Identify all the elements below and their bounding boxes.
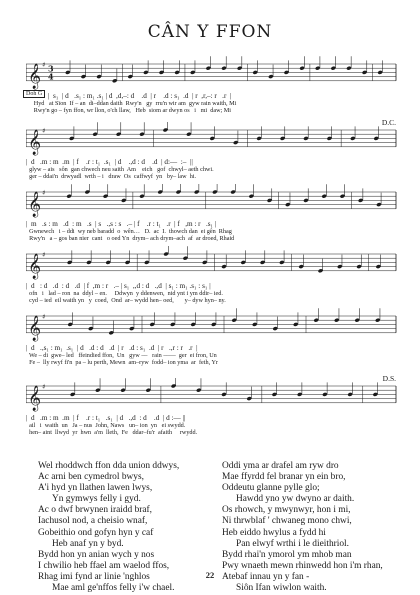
verse-line: Oddi yma ar drafel am ryw dro bbox=[222, 461, 339, 471]
verse-line: Ac arni ben cymedrol bwys, bbox=[38, 472, 144, 483]
staff-6 bbox=[26, 378, 398, 414]
svg-text:3: 3 bbox=[48, 63, 54, 74]
verse-line: I chwilio heb ffael am waelod ffos, bbox=[38, 560, 170, 571]
lyric-line-2b: ger – ddai'n drwyadl wrth – i draw Os caffwyf yn by– law hi. bbox=[26, 173, 197, 181]
staff-4 bbox=[26, 246, 398, 282]
staff-3 bbox=[26, 184, 398, 220]
lyric-line-5a: We – di gwe– led ffeindied ffon, Un gyw –– rain –––– ger ei fron, Un bbox=[26, 352, 217, 359]
svg-text:♯: ♯ bbox=[42, 313, 46, 321]
lyric-line-4b: cyd – ied eil waith yn y coed, Ond ar– wydd hen– oed, y– dyw hyn– ny. bbox=[26, 297, 226, 305]
verse-line: A'i hyd yn llathen lawen lwys, bbox=[38, 483, 153, 494]
lyric-line-6b: hen– aint llwyd yr hwn a'm lleth, Fe ddar–fu'r afaith rwydd. bbox=[26, 429, 198, 437]
verse-line: Pwy wnaeth mewn rhinwedd hon i'm rhan, bbox=[222, 560, 383, 571]
verse-line: Heb anaf yn y byd. bbox=[52, 538, 124, 549]
lyric-line-1b: Rwy'n go – fyn ffon, wr llon, o'ch llaw, Heb siom ar dwyn os i mi daw; Mi bbox=[26, 107, 232, 115]
solfa-line-1: | s₁ | d .s₁ : m₁ .s₁ | d ,d,–: d .d | r .d : s₁ .d | r ,r,–: r .r | bbox=[48, 92, 232, 100]
verse-line: Ac o dwf brwynen iraidd braf, bbox=[38, 505, 153, 516]
verse-line: Mae aml ge'nffos felly i'w chael. bbox=[52, 583, 175, 594]
solfa-line-3: | m .s : m .d : m .s | s .,s : s .– | f .r : t₁ .r | f ,m : r .s₁ | bbox=[26, 220, 217, 228]
music-system-2 bbox=[26, 118, 398, 181]
treble-clef-icon: 𝄞 bbox=[28, 129, 42, 155]
staff-1 bbox=[26, 56, 398, 92]
verse-line: Bydd rhai'n ymorol ym mhob man bbox=[222, 549, 352, 560]
music-system-5 bbox=[26, 308, 398, 366]
svg-text:4: 4 bbox=[48, 71, 54, 82]
svg-text:♯: ♯ bbox=[42, 251, 46, 259]
music-system-6 bbox=[26, 374, 398, 437]
treble-clef-icon: 𝄞 bbox=[28, 191, 42, 217]
lyric-line-3b: Rwy'n a – gos ban nier cant o oed Yn drym– ach drym–ach af ar droed, Rhaid bbox=[26, 235, 235, 243]
lyric-line-6a: ail i waith un Ja – nus John, Naws un– ion yn ei swydd. bbox=[26, 422, 186, 429]
music-system-3 bbox=[26, 184, 398, 242]
solfa-line-2: | d .m : m .m | f .r : t₁ .s₁ | d .,d : d .d | d:–– :– || bbox=[26, 158, 193, 166]
lyric-line-1a: Hyd at Sïon If – an di–ddan daith Rwy'n gy rru'n wir am gyw rain waith, Mi bbox=[26, 100, 237, 107]
verse-line: Mae ffyrdd fel branar yn ein bro, bbox=[222, 472, 346, 483]
key-signature-label: Doh G bbox=[23, 90, 45, 98]
treble-clef-icon: 𝄞 bbox=[28, 63, 42, 89]
page-title: CÂN Y FFON bbox=[147, 22, 273, 42]
verse-line: Iachusol nod, a cheisio wnaf, bbox=[38, 516, 148, 527]
verse-line: Siôn Ifan wiwlon waith. bbox=[236, 583, 327, 594]
solfa-line-5: | d .,s₁ : m₁ .s₁ | d .d : d .d | r .d : s₁ .d | r .,r : r .r | bbox=[26, 344, 198, 352]
page-number: 22 bbox=[205, 570, 215, 580]
verse-line: Wel rhoddwch ffon dda union ddwys, bbox=[38, 461, 180, 471]
lyric-line-2a: glyw – ais sôn gan chwech neu saith Am eich gof chwyl– aeth chwi. bbox=[26, 166, 214, 173]
verse-line: Os rhowch, y mwynwyr, hon i mi, bbox=[222, 505, 351, 516]
verse-line: Oddeutu glanne pylle glo; bbox=[222, 483, 320, 494]
verse-line: Bydd hon yn anian wych y nos bbox=[38, 549, 155, 560]
treble-clef-icon: 𝄞 bbox=[28, 253, 42, 279]
ds-marker: D.S. bbox=[382, 374, 396, 383]
svg-text:♯: ♯ bbox=[42, 383, 46, 391]
staff-5 bbox=[26, 308, 398, 344]
verse-line: Ni thrwblaf ' chwaneg mono chwi, bbox=[222, 516, 352, 527]
lyric-line-4a: ofn i lad – ron na ddyl – en. Ddwyn y ddenwen, nid ynt i ym ddir– ied. bbox=[26, 290, 223, 297]
verse-line: Hawdd yno yw dwyno ar daith. bbox=[236, 494, 355, 505]
verse-line: Heb eiddo hwylus a fydd hi bbox=[222, 527, 326, 538]
solfa-line-4: | d : d .d : d .d | f ,m : r .– | s₁ ,,d : d .,d | s₁ : m₁ .s₁ : s₁ | bbox=[26, 282, 211, 290]
verse-line: Yn gymwys felly i gyd. bbox=[52, 494, 141, 505]
treble-clef-icon: 𝄞 bbox=[28, 315, 42, 341]
verse-line: Rhag imi fynd ar linie 'nghlos bbox=[38, 571, 150, 582]
svg-text:♯: ♯ bbox=[42, 189, 46, 197]
verse-line: Atebaf innau yn y fan - bbox=[222, 571, 310, 582]
treble-clef-icon: 𝄞 bbox=[28, 385, 42, 411]
music-system-4 bbox=[26, 246, 398, 304]
verse-line: Gobeithio ond gofyn hyn y caf bbox=[38, 527, 154, 538]
lyric-line-3a: Gwnewch i – ddi wy neb baradd o wên… D. ac I. thowch dan ei gên Rhag bbox=[26, 228, 232, 235]
svg-text:♯: ♯ bbox=[42, 127, 46, 135]
svg-text:♯: ♯ bbox=[42, 61, 46, 69]
solfa-line-6: | d .m : m .m | f .r : t₁ .s₁ | d .,d : d .d | d :–– || bbox=[26, 414, 186, 422]
music-system-1 bbox=[26, 56, 398, 114]
staff-2 bbox=[26, 122, 398, 158]
lyric-line-5b: Fe – lly rwyf fi'n pa – lu perth, Mewn am–ryw fodd– ion yma ar feth, Yr bbox=[26, 359, 218, 367]
dc-marker: D.C. bbox=[381, 118, 396, 127]
verse-line: Pan elwyf wrthi i le dieithriol. bbox=[236, 538, 349, 549]
